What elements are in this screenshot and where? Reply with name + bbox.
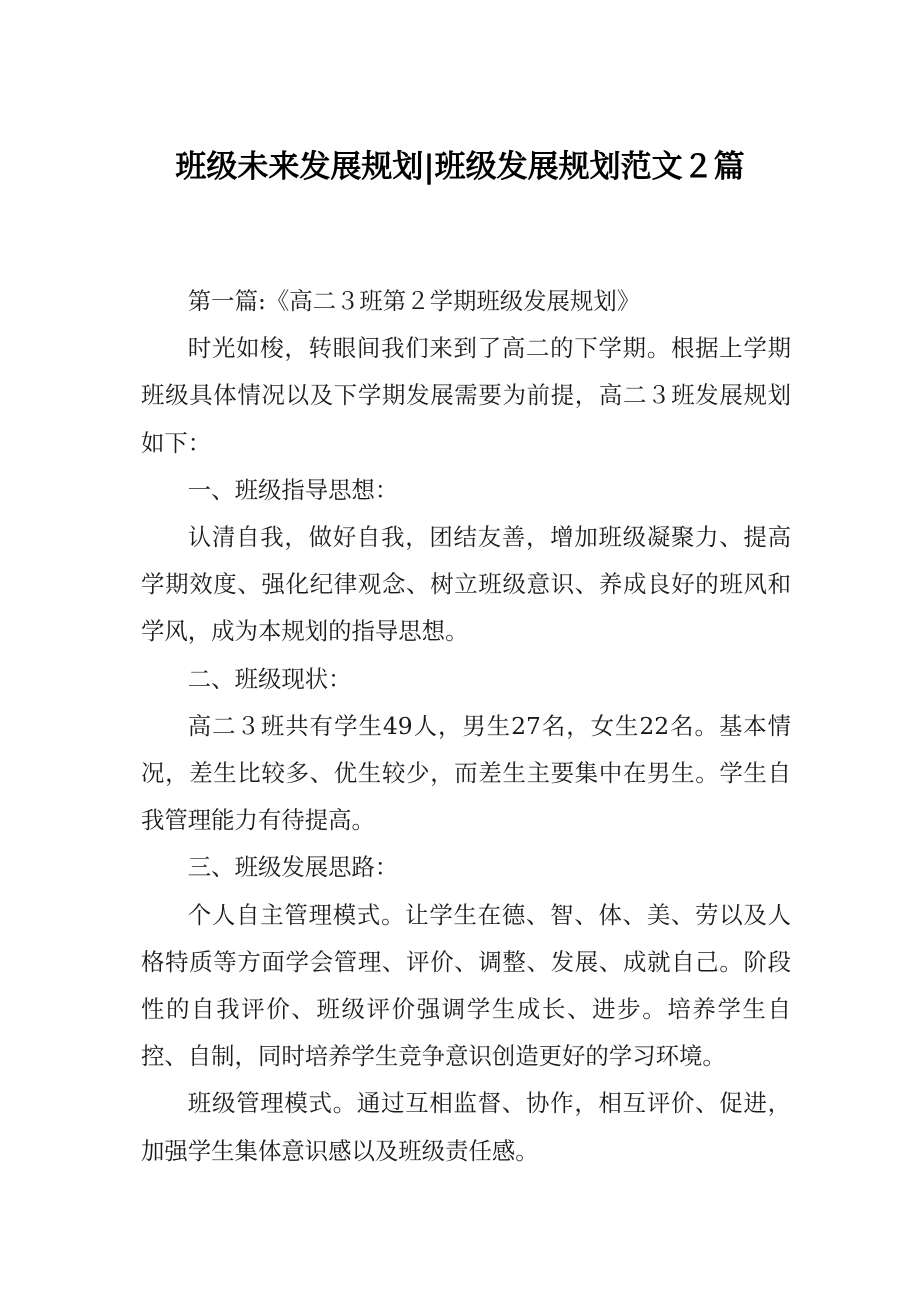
- document-body: [141, 278, 791, 1175]
- paragraph-section-heading-1: 一、班级指导思想：: [187, 475, 399, 504]
- paragraph-guiding-thought: 认清自我，做好自我，团结友善，增加班级凝聚力、提高学期效度、强化纪律观念、树立班级意识、养成良好的班风和学风，成为本规划的指导思想。: [141, 523, 791, 646]
- document-title: 班级未来发展规划|班级发展规划范文２篇: [175, 149, 745, 185]
- paragraph-class-status: 高二３班共有学生49人，男生27名，女生22名。基本情况，差生比较多、优生较少，而差生主要集中在男生。学生自我管理能力有待提高。: [141, 711, 791, 835]
- paragraph-class-management: 班级管理模式。通过互相监督、协作，相互评价、促进，加强学生集体意识感以及班级责任感。: [141, 1089, 791, 1165]
- paragraph-section-heading-2: 二、班级现状：: [187, 664, 352, 693]
- paragraph-section-heading-3: 三、班级发展思路：: [187, 853, 399, 882]
- paragraph-self-management: 个人自主管理模式。让学生在德、智、体、美、劳以及人格特质等方面学会管理、评价、调整、发展、成就自己。阶段性的自我评价、班级评价强调学生成长、进步。培养学生自控、自制，同时培养学生竞争意识创造更好的学习环境。: [141, 900, 791, 1071]
- paragraph-intro: 时光如梭，转眼间我们来到了高二的下学期。根据上学期班级具体情况以及下学期发展需要为前提，高二３班发展规划如下：: [141, 334, 791, 457]
- paragraph-part-one-heading: 第一篇:《高二３班第２学期班级发展规划》: [187, 287, 641, 315]
